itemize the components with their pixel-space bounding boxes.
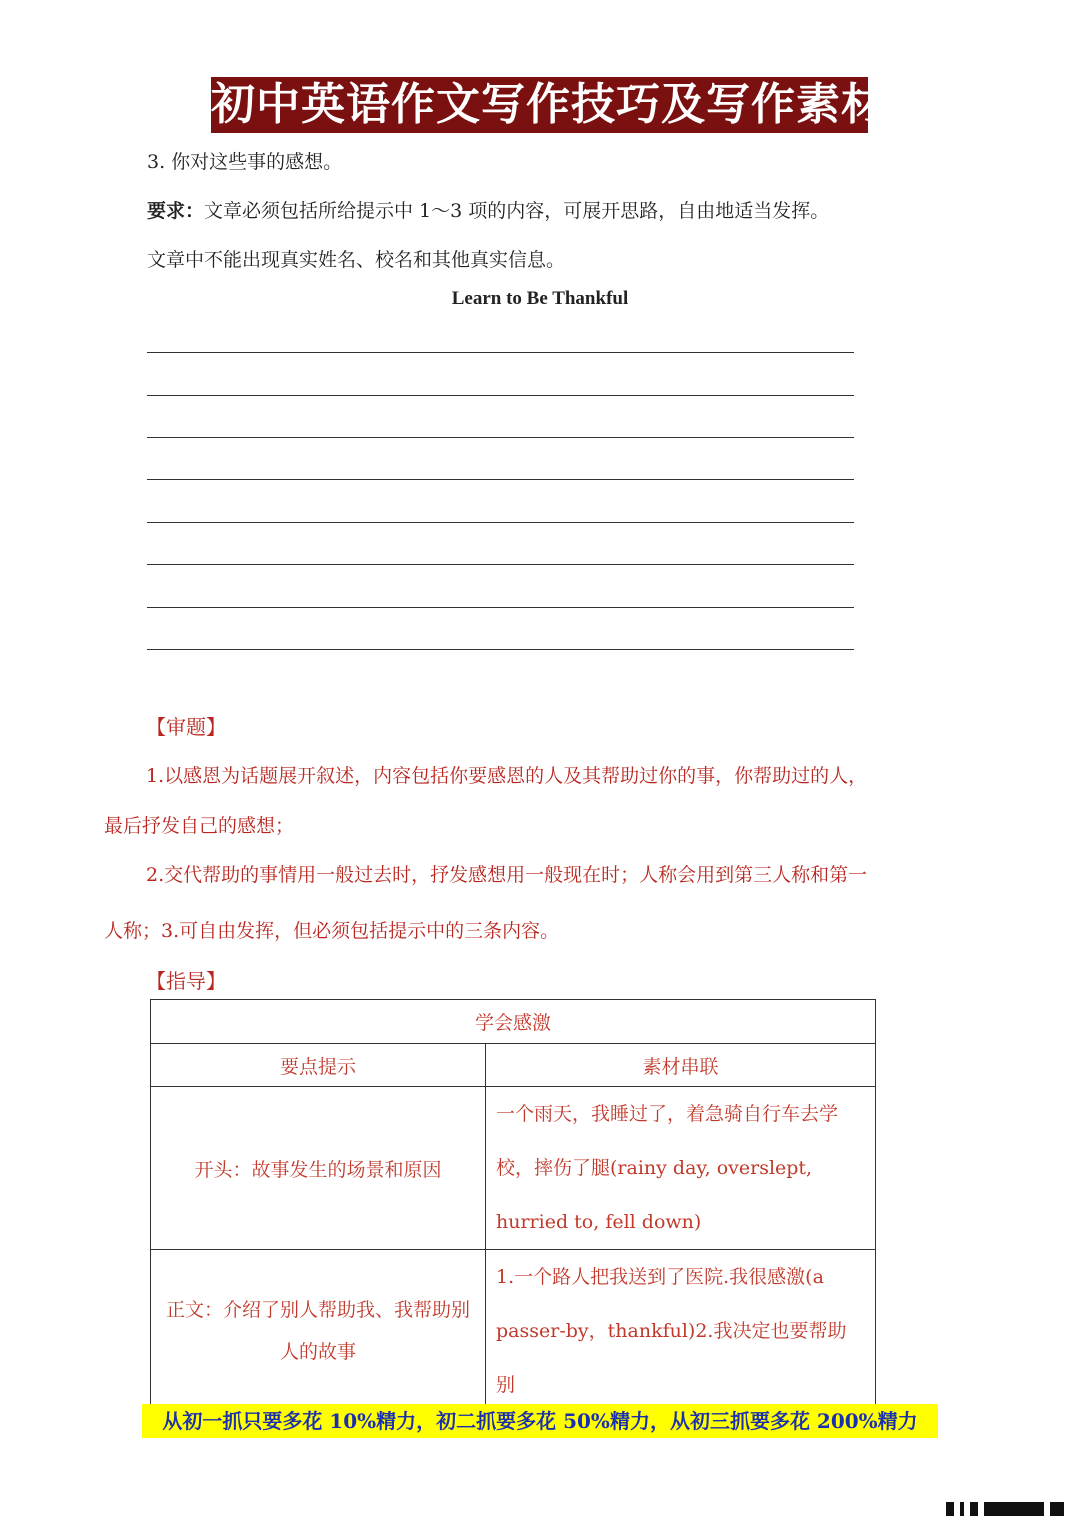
requirement-line — [147, 196, 829, 223]
page-title: 初中英语作文写作技巧及写作素材 — [211, 77, 868, 133]
guidance-table — [150, 999, 876, 1413]
slogan-banner: 从初一抓只要多花 10%精力，初二抓要多花 50%精力，从初三抓要多花 200%精力 — [142, 1404, 938, 1438]
column-header-points: 要点提示 — [151, 1044, 486, 1087]
table-header-row — [151, 1044, 876, 1087]
writing-line[interactable] — [147, 522, 854, 523]
writing-line[interactable] — [147, 479, 854, 480]
material-cell: 1.一个路人把我送到了医院.我很感激(a passer-by，thankful)2.我决定也要帮助别 — [486, 1250, 876, 1413]
guidance-heading: 【指导】 — [146, 969, 226, 993]
writing-line[interactable] — [147, 607, 854, 608]
toolbar-bar-icon — [970, 1502, 978, 1516]
writing-line[interactable] — [147, 395, 854, 396]
table-title-row — [151, 1000, 876, 1044]
toolbar-bar-icon — [960, 1502, 964, 1516]
toolbar-bar-icon — [984, 1502, 1044, 1516]
table-row — [151, 1087, 876, 1250]
writing-line[interactable] — [147, 352, 854, 353]
toolbar-bar-icon — [1050, 1502, 1064, 1516]
table-title: 学会感激 — [151, 1000, 876, 1044]
essay-title: Learn to Be Thankful — [451, 288, 629, 309]
writing-line[interactable] — [147, 564, 854, 565]
requirement-text: 文章必须包括所给提示中 1～3 项的内容，可展开思路，自由地适当发挥。 — [204, 200, 830, 222]
analysis-paragraph-1a: 1.以感恩为话题展开叙述，内容包括你要感恩的人及其帮助过你的事，你帮助过的人， — [146, 765, 868, 787]
prompt-note: 文章中不能出现真实姓名、校名和其他真实信息。 — [147, 249, 566, 271]
analysis-paragraph-2a: 2.交代帮助的事情用一般过去时，抒发感想用一般现在时；人称会用到第三人称和第一 — [146, 864, 868, 886]
material-cell: 一个雨天，我睡过了，着急骑自行车去学校，摔伤了腿(rainy day, overslept, hurried to, fell down) — [486, 1087, 876, 1250]
analysis-paragraph-1b: 最后抒发自己的感想； — [104, 815, 295, 837]
column-header-material: 素材串联 — [486, 1044, 876, 1087]
toolbar-bar-icon — [946, 1502, 954, 1516]
writing-line[interactable] — [147, 649, 854, 650]
point-cell: 正文：介绍了别人帮助我、我帮助别人的故事 — [151, 1250, 486, 1413]
writing-line[interactable] — [147, 437, 854, 438]
analysis-heading: 【审题】 — [146, 715, 226, 739]
table-row — [151, 1250, 876, 1413]
analysis-paragraph-2b: 人称；3.可自由发挥，但必须包括提示中的三条内容。 — [104, 920, 560, 942]
prompt-item-3: 3. 你对这些事的感想。 — [147, 151, 343, 173]
point-cell: 开头：故事发生的场景和原因 — [151, 1087, 486, 1250]
requirement-label: 要求： — [147, 200, 205, 222]
viewer-toolbar — [946, 1502, 1064, 1516]
